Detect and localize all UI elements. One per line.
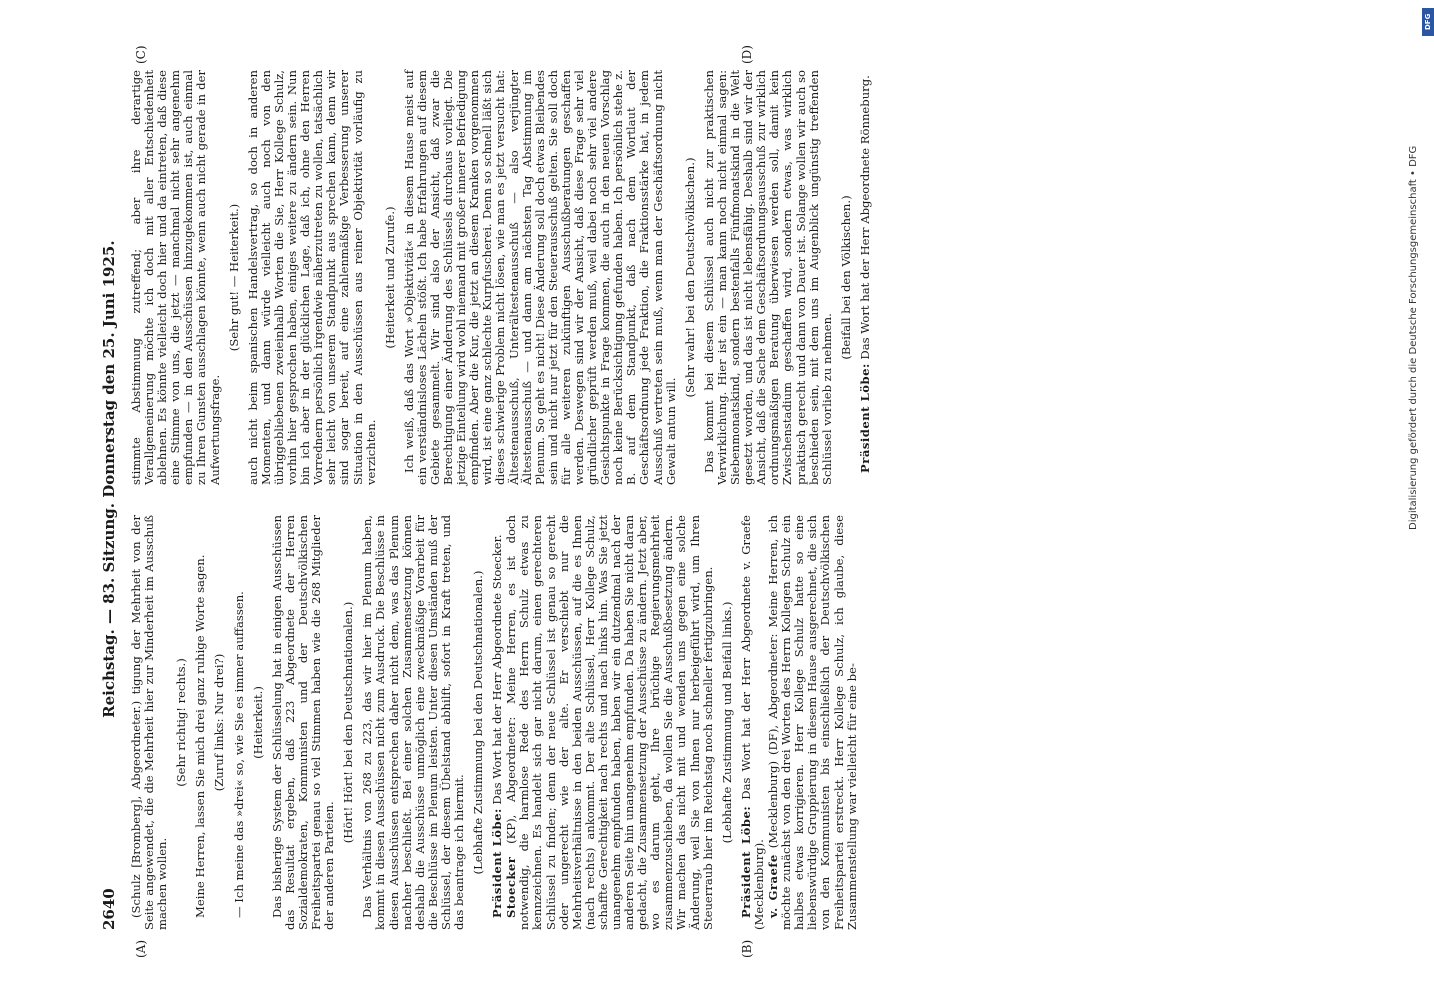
interjection: (Sehr richtig! rechts.) <box>174 658 189 787</box>
interjection: (Lebhafte Zustimmung und Beifall links.) <box>719 601 734 844</box>
text-paragraph: — Ich meine das »drei« so, wie Sie es immer auffassen. <box>231 591 246 918</box>
text-paragraph: Das Verhältnis von 268 zu 223, das wir hier im Plenum haben, kommt in diesen Ausschüssen nicht zum Ausdruck. Die Beschlüsse in diesen Ausschüssen entsprechen daher nicht dem, was das Plenum nachher beschließt. Bei einer solchen Zusammensetzung können deshalb die Ausschüsse unmöglich eine zweckmäßige Vorarbeit für die Beschlüsse im Plenum leisten. Unter diesen Umständen muß der Schlüssel, der diesem Übelstand abhilft, sofort in Kraft treten, und das beantrage ich hiermit. <box>360 515 466 930</box>
text-paragraph: Meine Herren, lassen Sie mich drei ganz ruhige Worte sagen. <box>193 554 208 918</box>
speech-text: Das Wort hat der Herr Abgeordnete v. Graefe (Mecklenburg). <box>738 515 766 930</box>
digitization-sidebar <box>1408 10 1428 530</box>
text-paragraph: auch nicht beim spanischen Handelsvertrag, so doch in anderen Momenten, und dann würde vielleicht auch noch von den übriggebliebenen zweieinhalb Worten die Sie, Herr Kollege Schulz, vorhin hier gesprochen haben, einiges weitere zu ändern sein. Nun bin ich aber in der glücklichen Lage, daß ich, ohne den Herren Vorrednern persönlich irgendwie näherzutreten zu wollen, tatsächlich sehr leicht von unserem Standpunkt aus sprechen kann, denn wir sind sogar bereit, auf eine zahlenmäßige Verbesserung unserer Situation in den Ausschüssen aus reiner Objektivität vorläufig zu verzichten. <box>245 70 378 485</box>
speech-paragraph <box>767 515 859 930</box>
speaker-name: Präsident Löbe: <box>857 363 872 473</box>
speaker-name: Präsident Löbe: <box>738 805 753 918</box>
interjection: (Hört! Hört! bei den Deutschnationalen.) <box>341 601 356 844</box>
page-title: Reichstag. — 83. Sitzung. Donnerstag den 25. Juni 1925. <box>100 240 118 718</box>
page-header <box>100 70 122 930</box>
page-number: 2640 <box>100 888 118 930</box>
text-paragraph: (Schulz [Bromberg], Abgeordneter.) tigung der Mehrheit von der Seite angewendet, die die Mehrheit hier zur Minderheit im Ausschuß machen wollen. <box>129 515 170 930</box>
margin-marker-d: (D) <box>740 45 754 64</box>
interjection: (Beifall bei den Völkischen.) <box>838 195 853 360</box>
digitization-credit: Digitalisierung gefördert durch die Deutsche Forschungsgemeinschaft • DFG <box>1408 145 1419 530</box>
dfg-logo: DFG <box>1422 8 1434 36</box>
interjection: (Lebhafte Zustimmung bei den Deutschnationalen.) <box>471 570 486 875</box>
speech-paragraph <box>505 515 715 930</box>
right-column <box>130 70 873 485</box>
text-paragraph: Ich weiß, daß das Wort »Objektivität« in diesem Hause meist auf ein verständnisloses Lächeln stößt. Ich habe Erfahrungen auf diesem Gebiete gesammelt. Wir sind also der Ansicht, daß zwar die Berechtigung einer Änderung des Schlüssels durchaus vorliegt. Die jetzige Einteilung wird wohl niemand mit großer innerer Befriedigung empfinden. Aber die Kur, die jetzt an diesem Kranken vorgenommen wird, ist eine ganz schlechte Kurpfuscherei. Denn so schnell läßt sich dieses schwierige Problem nicht lösen, wie man es jetzt versucht hat: Ältestenausschuß, Unterältestenausschuß — also verjüngter Ältestenausschuß — und dann am nächsten Tag Abstimmung im Plenum. So geht es nicht! Diese Änderung soll doch etwas Bleibendes sein und nicht nur jetzt für den Steuerausschuß gelten. Sie soll doch für alle weiteren zukünftigen Ausschußberatungen geschaffen werden. Deswegen sind wir der Ansicht, daß diese Frage sehr viel gründlicher geprüft werden muß, weil dabei noch sehr viel andere Gesichtspunkte in Frage kommen, die auch in den neuen Vorschlag noch keine Berücksichtigung gefunden haben. Ich persönlich stehe z. B. auf dem Standpunkt, daß nach dem Wortlaut der Geschäftsordnung jede Fraktion, die Fraktionsstärke hat, in jedem Ausschuß vertreten sein muß, wenn man der Geschäftsordnung nicht Gewalt antun will. <box>401 70 678 485</box>
speaker-name: Präsident Löbe: <box>490 808 505 918</box>
speech-text: Das Wort hat der Herr Abgeordnete Stoecker. <box>490 534 505 805</box>
interjection: (Sehr gut! — Heiterkeit.) <box>226 203 241 352</box>
margin-marker-a: (A) <box>134 939 148 958</box>
margin-marker-b: (B) <box>740 939 754 958</box>
text-paragraph: Das bisherige System der Schlüsselung hat in einigen Ausschüssen das Resultat ergeben, daß 223 Abgeordnete der Herren Sozialdemokraten, Kommunisten und der Deutschvölkischen Freiheitspartei genau so viel Stimmen haben wie die 268 Mitglieder der anderen Parteien. <box>269 515 337 930</box>
speaker-name: v. Graefe <box>766 854 781 918</box>
interjection: (Sehr wahr! bei den Deutschvölkischen.) <box>682 157 697 398</box>
interjection: (Zuruf links: Nur drei?) <box>212 653 227 792</box>
interjection: (Heiterkeit.) <box>250 686 265 759</box>
speech-text: Das Wort hat der Herr Abgeordnete Rönneburg. <box>857 75 872 360</box>
speech-paragraph <box>859 70 872 485</box>
speech-text: (Mecklenburg) (DF), Abgeordneter: Meine Herren, ich möchte zunächst von den drei Worten des Herrn Kollegen Schulz ein halbes etwas korrigieren. Herr Kollege Schulz hatte so eine liebenswürdige Gruppierung in diesem Hause ausgerechnet, die sich von den Kommunisten bis einschließlich der Deutschvölkischen Freiheitspartei erstreckt. Herr Kollege Schulz, ich glaube, diese Zusammenstellung war vielleicht für eine be- <box>766 515 859 930</box>
left-column <box>130 515 860 930</box>
text-paragraph: Das kommt bei diesem Schlüssel auch nicht zur praktischen Verwirklichung. Hier ist ein — man kann noch nicht einmal sagen: Siebenmonatskind, sondern bestenfalls Fünfmonatskind in die Welt gesetzt worden, und das ist nicht lebensfähig. Deshalb sind wir der Ansicht, daß die Sache dem Geschäftsordnungsausschuß zur wirklich ordnungsmäßigen Beratung überwiesen werden soll, damit kein Zwischenstadium geschaffen wird, sondern etwas, was wirklich praktisch gerecht und dann von Dauer ist. Solange wollen wir auch so beschieden sein, mit dem uns im Augenblick ungünstig treffenden Schlüssel vorlieb zu nehmen. <box>701 70 834 485</box>
interjection: (Heiterkeit und Zurufe.) <box>382 206 397 349</box>
speech-paragraph <box>491 515 504 930</box>
speech-paragraph <box>740 515 766 930</box>
margin-marker-c: (C) <box>134 45 148 64</box>
text-paragraph: stimmte Abstimmung zutreffend; aber ihre derartige Verallgemeinerung möchte ich doch mit aller Entschiedenheit ablehnen. Es könnte vielleicht doch hier und da eintreten, daß diese eine Stimme von uns, die jetzt — manchmal nicht sehr angenehm empfunden — in den Ausschüssen hinzugekommen ist, auch einmal zu Ihren Gunsten ausschlagen könnte, wenn auch nicht gerade in der Aufwertungsfrage. <box>129 70 222 485</box>
speech-text: (KP), Abgeordneter: Meine Herren, es ist doch notwendig, die harmlose Rede des Herrn Schulz etwas zu kennzeichnen. Es handelt sich gar nicht darum, einen gerechteren Schlüssel zu finden; denn der neue Schlüssel ist genau so gerecht oder ungerecht wie der alte. Er verschiebt nur die Mehrheitsverhältnisse in den beiden Ausschüssen, auf die es Ihnen (nach rechts) ankommt. Der alte Schlüssel, Herr Kollege Schulz, schaffte Gerechtigkeit nach rechts und nach links hin. Was Sie jetzt unangenehm empfunden haben, haben wir ein dutzendmal nach der anderen Seite hin unangenehm empfunden. Da haben Sie nicht daran gedacht, die Zusammensetzung der Ausschüsse zu ändern. Jetzt aber, wo es darum geht, Ihre brüchige Regierungsmehrheit zusammenzuschieben, da wollen Sie die Ausschußbesetzung ändern. Wir machen das nicht mit und wenden uns gegen eine solche Änderung, weil Sie von Ihnen nur herbeigeführt wird, um Ihren Steuerraub hier im Reichstag noch schneller fertigzubringen. <box>504 514 715 930</box>
rotated-page-content <box>100 45 1400 958</box>
speaker-name: Stoecker <box>504 856 519 918</box>
